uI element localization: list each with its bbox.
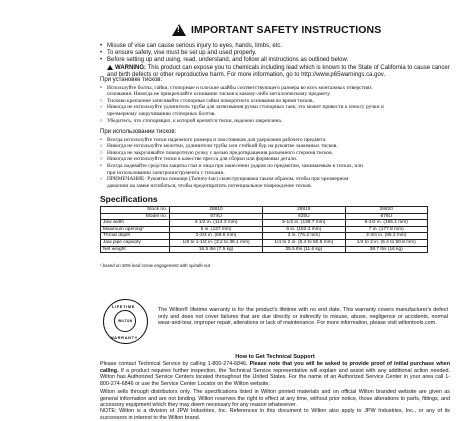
table-cell: Model no. [101,213,170,220]
seal-center-text: WILTON [118,319,133,323]
ru-install-line: ○ Убедитесь, что стопорящих, к которой крепятся тиски, надежно закреплена. [100,118,450,125]
prop65-label: WARNING: [115,64,146,71]
safety-bullet: • Misuse of vise can cause serious injury to eyes, hands, limbs, etc. [100,43,450,50]
table-cell: 6 in. (152.4 mm) [263,226,345,233]
table-cell: 676U [345,213,427,220]
safety-header [172,24,381,36]
seal-bottom-text: WARRANTY [110,335,138,340]
safety-bullet: • Before setting up and using, read, understand, and follow all instructions as outlined below. [100,57,450,64]
support-lead: Please contact Technical Service by calling 1-800-274-6846. [100,361,250,367]
table-row [101,220,428,227]
table-cell: 5 in. (127 mm) [170,226,263,233]
safety-bullets [100,43,450,79]
specifications-title: Specifications [100,194,158,204]
table-row [101,233,428,240]
table-cell: 3 in. (76.2 mm) [263,233,345,240]
prop65-text: This product can expose you to chemicals including lead which is known to the State of California to cause cancer and birth defects or other reproductive harm. For more information, go to http://www.p65warnings.ca.gov. [107,64,450,78]
warranty-text: The Wilton® lifetime warranty is for the product's lifetime with no end date. This warranty covers manufacturer's defect only and does not cover failures that are due directly or indirectly to misuse, abuse, negligence or accidents, normal wear-and-tear, improper repair, alterations or lack of maintenance. For more information, please visit wiltontools.com. [158,307,448,326]
table-cell: 5-1/2 in. (139.7 mm) [263,220,345,227]
ru-use-line: давлении на замке изгибаться, чтобы предотвратить потенциальное повреждение тисков. [107,182,312,189]
table-cell: 6-1/2 in. (165.1 mm) [345,220,427,227]
ru-install-section [100,77,450,124]
ru-use-line: ○ Никогда не закручивайте поворотную ручку с целью предотвращения разъемного стержня тисков. [100,150,450,157]
ru-use-line: при использовании электроинструмента с тисками. [107,169,225,176]
table-cell: Throat depth [101,233,170,240]
table-cell: 674U [170,213,263,220]
ru-install-line: • Используйте болты, гайки, стопорные и плоские шайбы соответствующего размера во всех монтажных отверстиях [100,85,450,92]
warning-triangle-icon [172,24,186,36]
table-cell: 1/4 to 2 in. (6.4 to 50.8 mm) [263,239,345,246]
ru-use-section [100,129,450,189]
table-cell: 1/4 to 2 in. (6.4 to 50.8 mm) [345,239,427,246]
table-cell: 25.5 lbs (11.6 kg) [263,246,345,253]
table-cell: 1/8 to 1-1/2 in. (3.2 to 38.1 mm) [170,239,263,246]
table-cell: Maximum opening¹ [101,226,170,233]
ru-use-line: • Всегда надевайте средства защиты глаз и лица при нанесении ударов по предметам, зажимаемым в тисках, или [100,163,450,170]
table-cell: 2-3/4 in. (69.9 mm) [170,233,263,240]
table-cell: Jaw pipe capacity [101,239,170,246]
table-cell: 28819 [263,207,345,214]
table-row [101,226,428,233]
ru-install-line: ○ Никогда не используйте удлинитель трубы для затягивания ручки стопорных гаек; это может привести к износу ручки и [100,104,450,111]
support-proof-note: Please note that you will be asked to provide proof of initial purchase when calling. [100,361,450,374]
table-cell: 625U [263,213,345,220]
ru-install-line: ○ Тисково крепление затягивайте стопорные гайки поворотного основания во время тисков. [100,98,450,105]
seal-top-text: LIFETIME [112,304,136,309]
table-row [101,239,428,246]
table-cell: 3-3/4 in. (95.3 mm) [345,233,427,240]
safety-title: IMPORTANT SAFETY INSTRUCTIONS [191,24,382,36]
table-cell: 38.7 lbs (16 kg) [345,246,427,253]
ru-install-line: чрезмерному закручиванию стопорных болтов. [107,110,216,117]
table-row [101,246,428,253]
ru-use-line: ○ Никогда не используйте молотки, удлинители трубы или стойкий бур на рукоятке зажимных тисков. [100,143,450,150]
table-cell: 7 in. (177.8 mm) [345,226,427,233]
lifetime-warranty-seal [103,299,148,344]
table-cell: 16.5 lbs (7.5 kg) [170,246,263,253]
table-row [101,207,428,214]
ru-install-line: основания. Никогда не прикрепляйте основание тисков к какому-либо металлическому предмету. [107,91,331,98]
jpw-note: NOTE: Wilton is a division of JPW Industries, Inc. References in this document to Wilton also apply to JPW Industries, Inc., or any of its successors in interest to the Wilton brand. [100,408,450,421]
specifications-table [100,206,428,253]
ru-install-heading: При установке тисков: [100,77,163,83]
support-rest: If a product requires further inspection, the Technical Service representative will explain and assist with any additional action needed. Wilton has Authorized Service Centers located throughout the United States. For the name of an Authorized Service Center in your area call 1-800-274-6846 or use the Service Center Locator on the Wilton website. [100,367,450,387]
table-row [101,213,428,220]
ru-use-line: ○ ПРИМЕЧАНИЕ: Рукоятка помощи (Tommy-bar) сконструирована таким образом, чтобы при чрезмерном [100,176,450,183]
table-cell: Net weight [101,246,170,253]
distribution-paragraph: Wilton sells through distributors only. The specifications listed in Wilton printed materials and on official Wilton branded website are given as general information and are not binding. Wilton reserves the right to effect at any time, without prior notice, those alterations to parts, fittings, and accessory equipment which they may deem necessary for any reason whatsoever. [100,389,450,408]
specifications-footnote: ¹ based on 50% lead screw engagement with spindle nut [100,263,211,268]
support-paragraph [100,361,450,387]
ru-use-line: • Всегда используйте тиски надежного размера и хвостовиков для удержания рабочего предмета. [100,137,450,144]
prop65-warning-icon [107,65,113,70]
ru-use-heading: При использовании тисков: [100,129,177,135]
table-cell: 28820 [345,207,427,214]
support-title: How to Get Technical Support [235,354,315,360]
table-cell: 4-1/2 in. (114.3 mm) [170,220,263,227]
table-cell: 28810 [170,207,263,214]
table-cell: Jaw width [101,220,170,227]
safety-bullet: • To ensure safety, vise must be set up and used properly. [100,50,450,57]
table-cell: Stock no. [101,207,170,214]
ru-use-line: ○ Никогда не используйте тиски в качестве пресса для сборки или формовки детали. [100,156,450,163]
